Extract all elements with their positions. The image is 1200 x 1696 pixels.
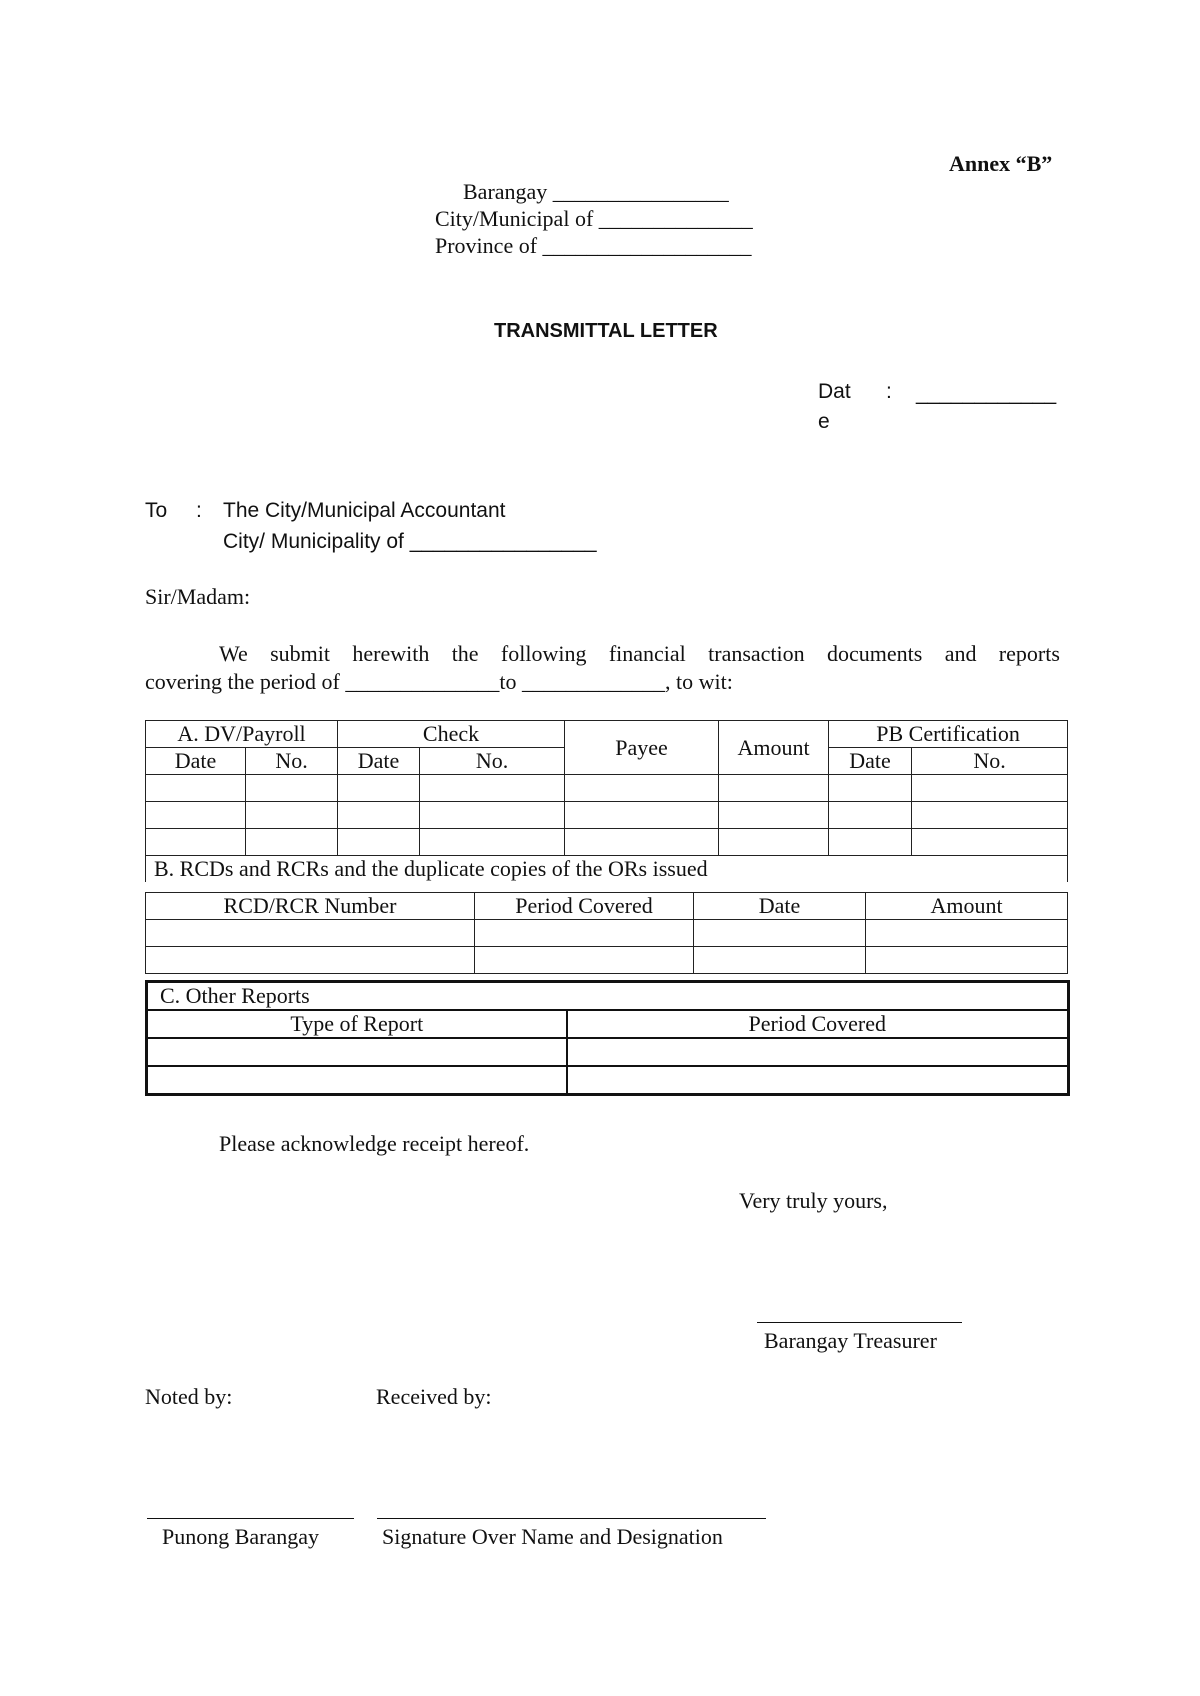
header-rcd-rcr-number: RCD/RCR Number bbox=[146, 893, 475, 920]
body-word: documents bbox=[827, 641, 923, 666]
valediction: Very truly yours, bbox=[739, 1188, 888, 1213]
header-period-covered: Period Covered bbox=[567, 1010, 1069, 1038]
subheader-pb-date: Date bbox=[829, 748, 912, 775]
body-word: following bbox=[500, 641, 587, 666]
header-amount: Amount bbox=[719, 721, 829, 775]
date-label-line2: e bbox=[818, 410, 830, 433]
punong-signature-line bbox=[147, 1518, 354, 1519]
punong-barangay-title: Punong Barangay bbox=[162, 1524, 320, 1549]
table-row bbox=[146, 920, 1068, 947]
header-date: Date bbox=[694, 893, 866, 920]
table-b bbox=[145, 892, 1068, 974]
subheader-check-no: No. bbox=[420, 748, 565, 775]
table-row bbox=[147, 1066, 1069, 1095]
body-word: transaction bbox=[708, 641, 805, 666]
page-title: TRANSMITTAL LETTER bbox=[494, 320, 718, 342]
subheader-dv-date: Date bbox=[146, 748, 246, 775]
header-type-of-report: Type of Report bbox=[147, 1010, 567, 1038]
header-check: Check bbox=[338, 721, 565, 748]
subheader-dv-no: No. bbox=[246, 748, 338, 775]
header-period-covered: Period Covered bbox=[475, 893, 694, 920]
table-row bbox=[147, 1038, 1069, 1066]
receiver-signature-line bbox=[377, 1518, 766, 1519]
body-word: herewith bbox=[352, 641, 430, 666]
to-municipality: City/ Municipality of ________________ bbox=[223, 530, 597, 553]
date-blank: ____________ bbox=[916, 382, 1057, 405]
body-word: We bbox=[219, 641, 248, 666]
province-field: Province of ___________________ bbox=[435, 233, 752, 258]
body-word: submit bbox=[270, 641, 331, 666]
date-label-line1: Dat bbox=[818, 380, 851, 403]
body-line-1 bbox=[219, 641, 1060, 667]
table-row bbox=[146, 829, 1068, 856]
noted-by-label: Noted by: bbox=[145, 1384, 233, 1409]
body-word: reports bbox=[998, 641, 1060, 666]
table-c-title: C. Other Reports bbox=[147, 982, 1069, 1011]
table-a bbox=[145, 720, 1068, 882]
body-word: financial bbox=[608, 641, 686, 666]
city-municipal-field: City/Municipal of ______________ bbox=[435, 206, 753, 231]
subheader-pb-no: No. bbox=[912, 748, 1068, 775]
table-b-title: B. RCDs and RCRs and the duplicate copies of the ORs issued bbox=[146, 856, 1068, 883]
body-word: and bbox=[944, 641, 977, 666]
table-row bbox=[146, 802, 1068, 829]
subheader-check-date: Date bbox=[338, 748, 420, 775]
date-colon: : bbox=[886, 380, 892, 403]
table-row bbox=[146, 947, 1068, 974]
salutation: Sir/Madam: bbox=[145, 584, 251, 609]
to-addressee: The City/Municipal Accountant bbox=[223, 499, 506, 522]
body-line-2: covering the period of ______________to _____________, to wit: bbox=[145, 669, 733, 694]
treasurer-title: Barangay Treasurer bbox=[764, 1328, 937, 1353]
header-pb-certification: PB Certification bbox=[829, 721, 1068, 748]
barangay-field: Barangay ________________ bbox=[463, 179, 729, 204]
acknowledge-text: Please acknowledge receipt hereof. bbox=[219, 1131, 530, 1156]
header-amount: Amount bbox=[866, 893, 1068, 920]
signature-designation-title: Signature Over Name and Designation bbox=[382, 1524, 723, 1549]
annex-label: Annex “B” bbox=[949, 151, 1053, 176]
body-word: the bbox=[451, 641, 479, 666]
header-payee: Payee bbox=[565, 721, 719, 775]
header-dv-payroll: A. DV/Payroll bbox=[146, 721, 338, 748]
to-colon: : bbox=[196, 499, 202, 522]
received-by-label: Received by: bbox=[376, 1384, 492, 1409]
table-c bbox=[145, 980, 1070, 1096]
to-label: To bbox=[145, 499, 168, 522]
treasurer-signature-line bbox=[757, 1322, 962, 1323]
table-row bbox=[146, 775, 1068, 802]
